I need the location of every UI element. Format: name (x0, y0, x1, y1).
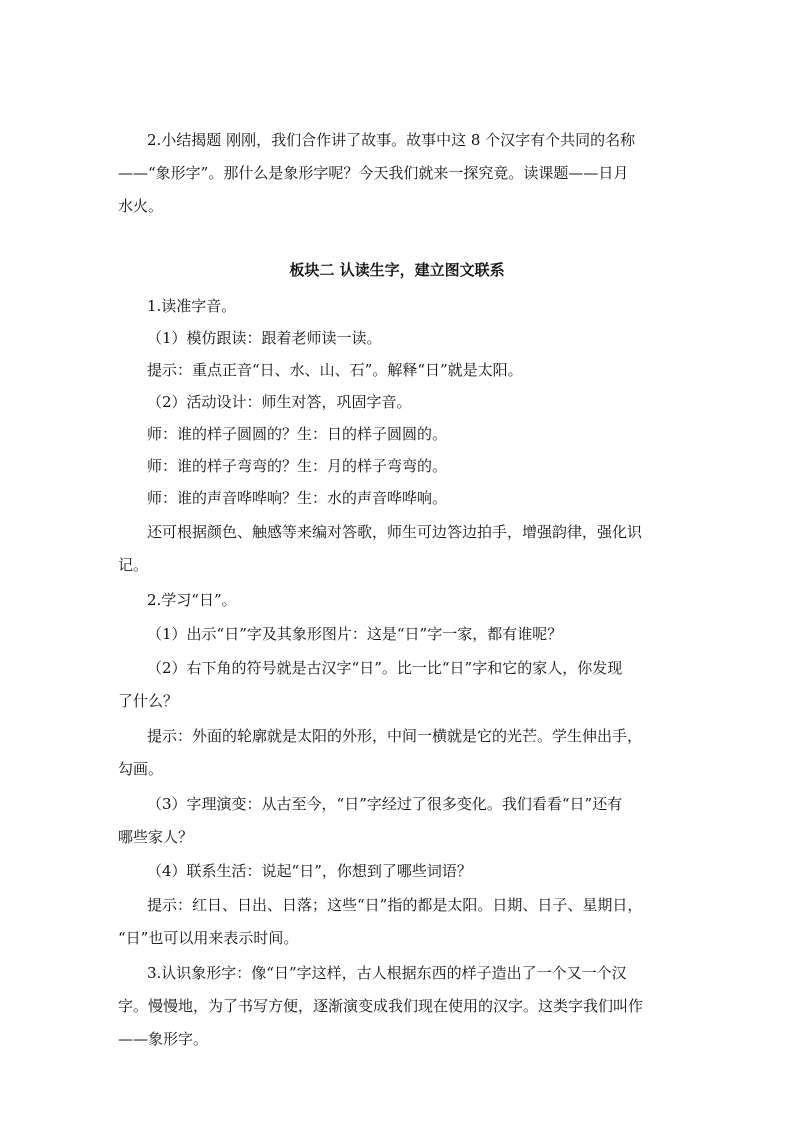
paragraph-summary-line-3: 水火。 (118, 197, 164, 215)
item-ri-evolution-line-2: 哪些家人？ (118, 828, 194, 846)
item-ri-show: （1）出示“日”字及其象形图片：这是“日”字一家，都有谁呢？ (147, 625, 563, 643)
paragraph-pictograph-line-1: 3.认识象形字：像“日”字这样，古人根据东西的样子造出了一个又一个汉 (147, 964, 627, 982)
item-ri-compare-line-1: （2）右下角的符号就是古汉字“日”。比一比“日”字和它的家人，你发现 (147, 659, 623, 677)
item-ri-hint2-line-1: 提示：红日、日出、日落；这些“日”指的都是太阳。日期、日子、星期日， (147, 896, 643, 914)
paragraph-summary-line-1: 2.小结揭题 刚刚，我们合作讲了故事。故事中这 8 个汉字有个共同的名称 (147, 131, 636, 149)
paragraph-rhythm-line-1: 还可根据颜色、触感等来编对答歌，师生可边答边拍手，增强韵律，强化识 (147, 523, 643, 541)
dialog-line-curved: 师：谁的样子弯弯的？生：月的样子弯弯的。 (147, 457, 448, 475)
paragraph-pictograph-line-2: 字。慢慢地，为了书写方便，逐渐演变成我们现在使用的汉字。这类字我们叫作 (118, 997, 644, 1015)
item-ri-hint2-line-2: “日”也可以用来表示时间。 (118, 929, 299, 947)
item-activity-design: （2）活动设计：师生对答，巩固字音。 (147, 393, 412, 411)
paragraph-summary-line-2: ——“象形字”。那什么是象形字呢？今天我们就来一探究竟。读课题——日月 (118, 164, 629, 182)
item-ri-hint-line-1: 提示：外面的轮廓就是太阳的外形，中间一横就是它的光芒。学生伸出手， (147, 727, 643, 745)
paragraph-rhythm-line-2: 记。 (118, 556, 149, 574)
item-ri-hint-line-2: 勾画。 (118, 760, 164, 778)
item-ri-evolution-line-1: （3）字理演变：从古至今，“日”字经过了很多变化。我们看看“日”还有 (147, 795, 623, 813)
item-ri-life: （4）联系生活：说起“日”，你想到了哪些词语？ (147, 862, 472, 880)
item-read-pronunciation: 1.读准字音。 (147, 297, 237, 315)
item-ri-compare-line-2: 了什么？ (118, 692, 179, 710)
item-learn-ri: 2.学习“日”。 (147, 591, 237, 609)
section-heading: 板块二 认读生字，建立图文联系 (289, 261, 505, 279)
dialog-line-round: 师：谁的样子圆圆的？生：日的样子圆圆的。 (147, 425, 448, 443)
item-imitate-reading: （1）模仿跟读：跟着老师读一读。 (147, 329, 382, 347)
item-hint-pronunciation: 提示：重点正音“日、水、山、石”。解释“日”就是太阳。 (147, 361, 523, 379)
dialog-line-water: 师：谁的声音哗哗响？生：水的声音哗哗响。 (147, 489, 448, 507)
paragraph-pictograph-line-3: ——象形字。 (118, 1030, 209, 1048)
